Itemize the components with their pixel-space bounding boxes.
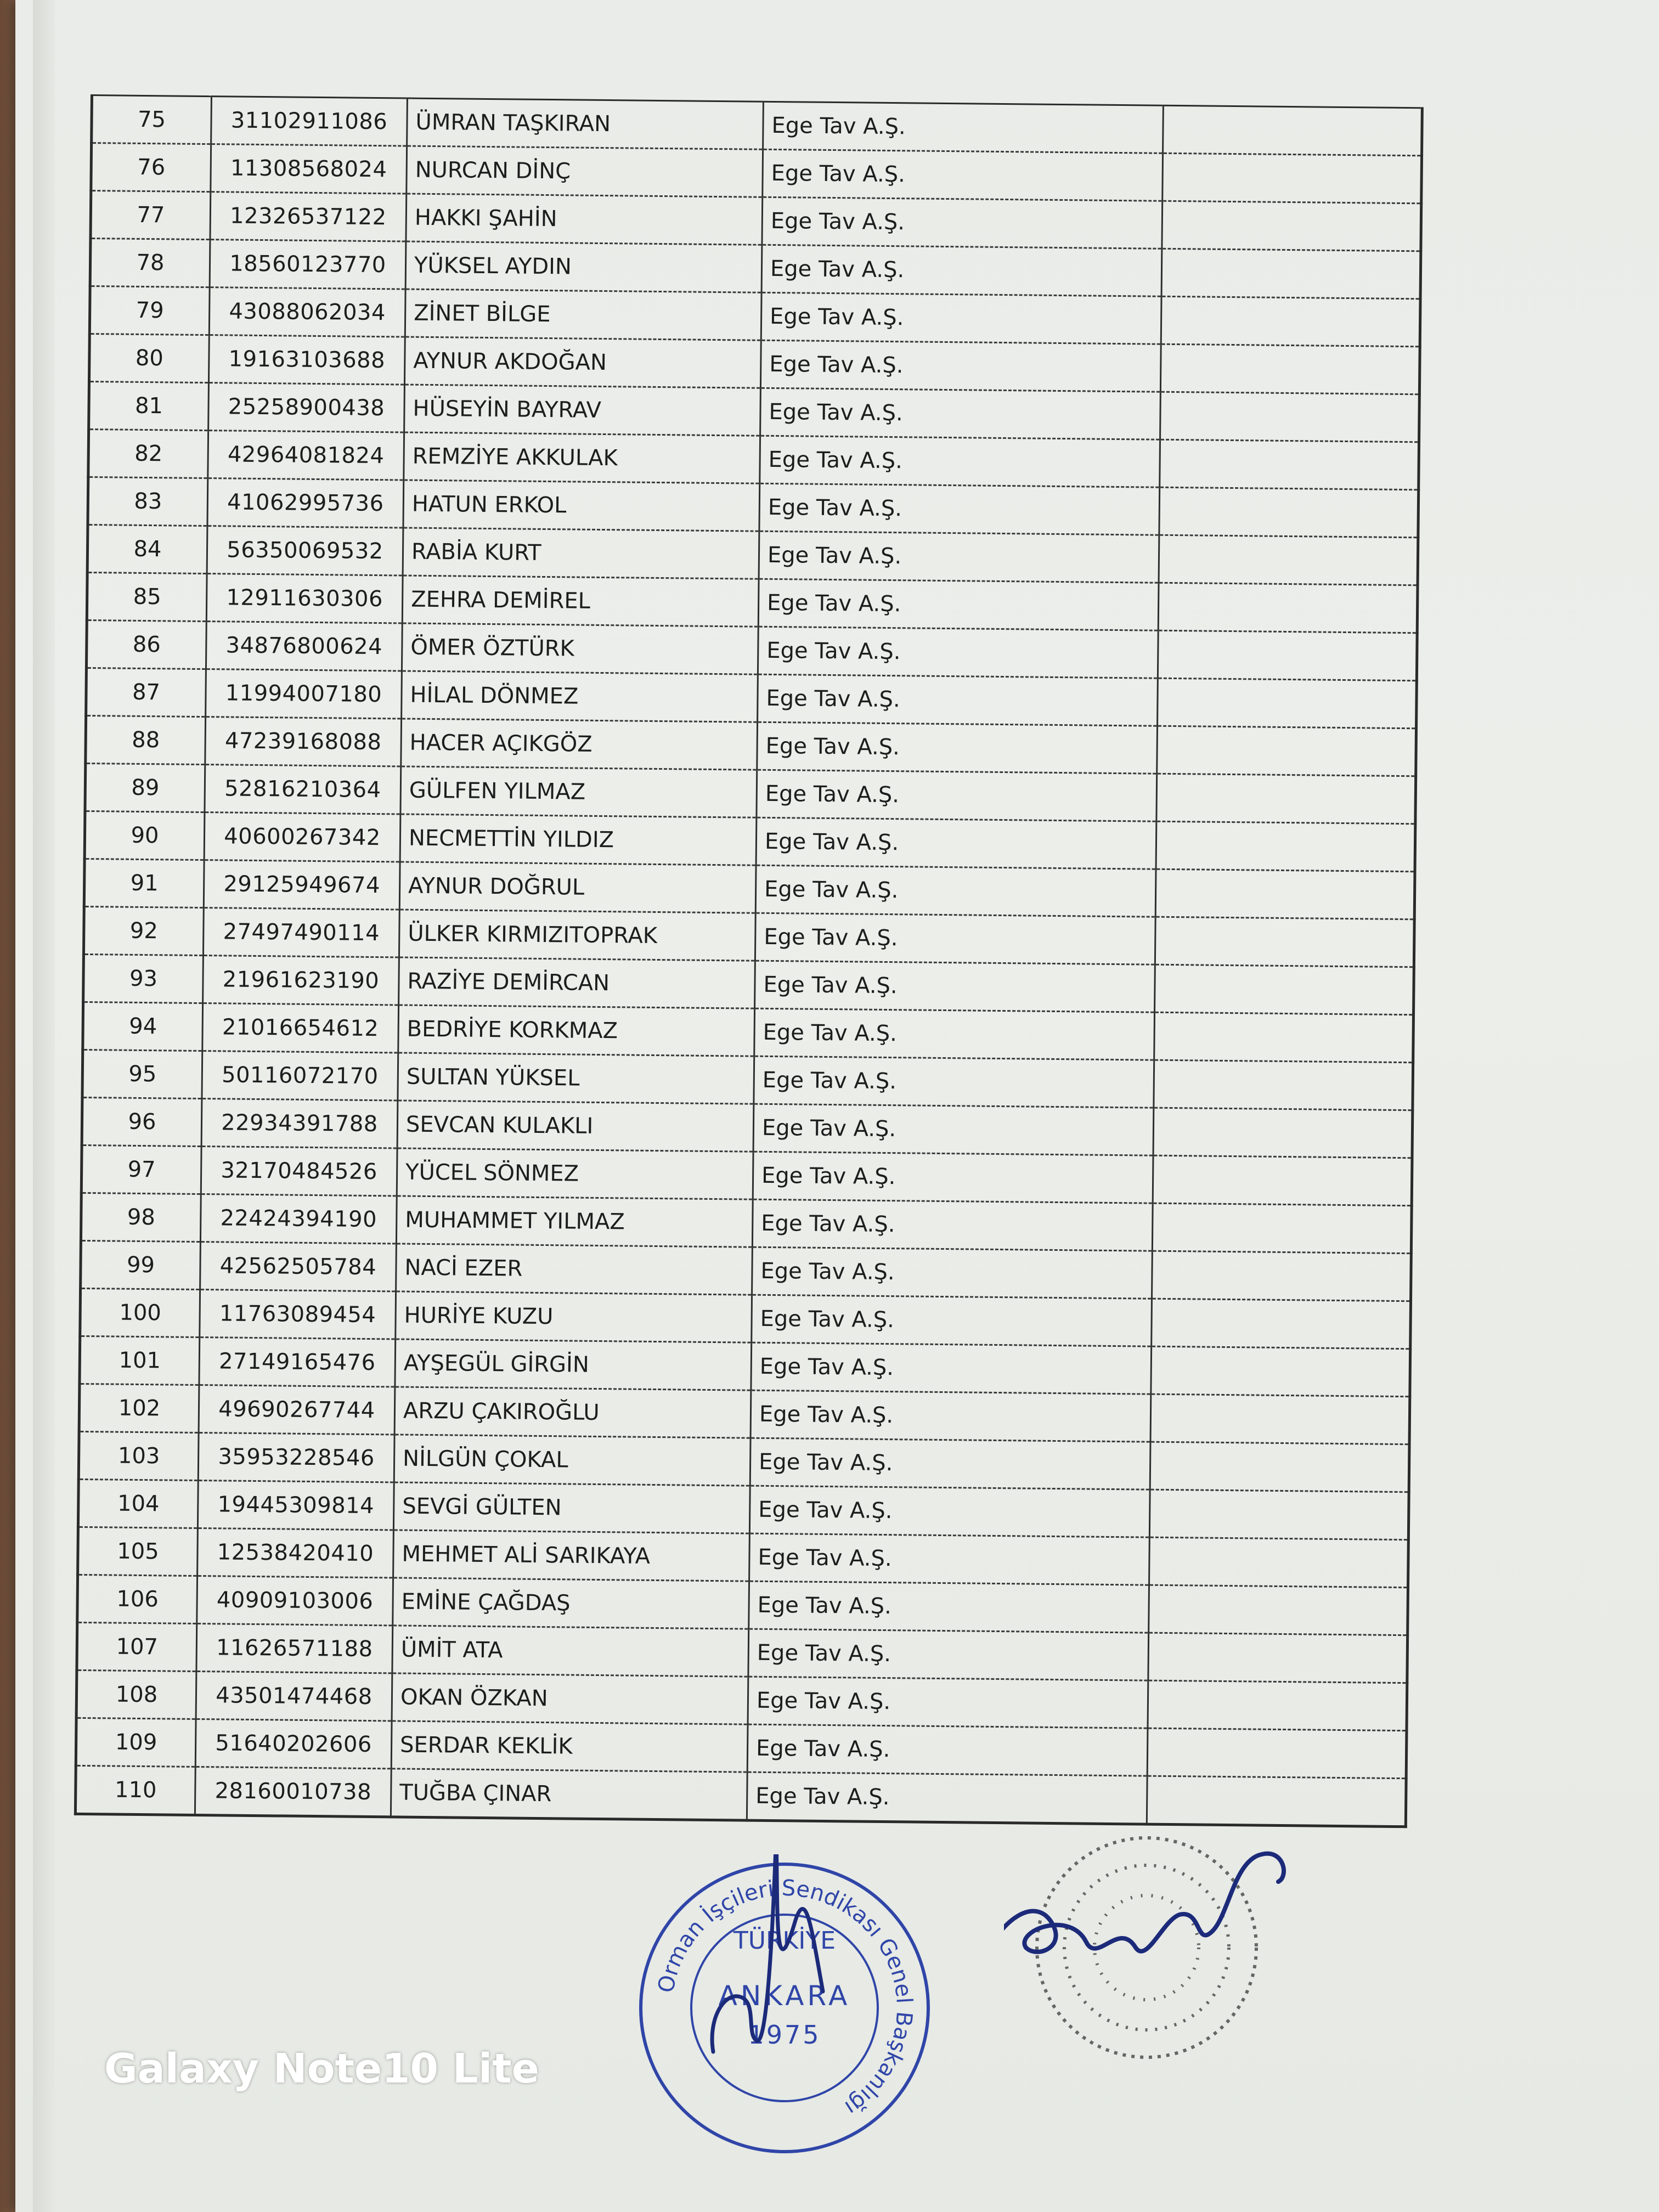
row-number: 88 bbox=[86, 715, 206, 764]
signature-cell bbox=[1158, 583, 1418, 633]
id-number: 11763089454 bbox=[200, 1290, 396, 1339]
signature-cell bbox=[1160, 344, 1420, 394]
id-number: 11308568024 bbox=[211, 144, 407, 194]
row-number: 83 bbox=[88, 477, 208, 526]
row-number: 81 bbox=[89, 381, 209, 430]
id-number: 22424394190 bbox=[200, 1194, 397, 1244]
id-number: 52816210364 bbox=[205, 765, 401, 814]
member-name: SEVGİ GÜLTEN bbox=[393, 1482, 750, 1533]
signature-cell bbox=[1147, 1728, 1407, 1779]
id-number: 32170484526 bbox=[201, 1147, 397, 1196]
id-number: 49690267744 bbox=[199, 1385, 395, 1435]
row-number: 79 bbox=[89, 286, 210, 335]
id-number: 40909103006 bbox=[197, 1576, 393, 1625]
member-table-wrapper bbox=[74, 94, 1424, 1810]
union-seal-stamp bbox=[631, 1854, 938, 2162]
row-number: 109 bbox=[76, 1718, 196, 1767]
company-name: Ege Tav A.Ş. bbox=[749, 1533, 1150, 1585]
row-number: 84 bbox=[87, 524, 207, 573]
member-name: BEDRİYE KORKMAZ bbox=[398, 1005, 755, 1056]
id-number: 12538420410 bbox=[198, 1528, 394, 1577]
id-number: 12326537122 bbox=[210, 192, 407, 241]
company-name: Ege Tav A.Ş. bbox=[758, 674, 1158, 726]
member-name: MUHAMMET YILMAZ bbox=[396, 1196, 753, 1247]
company-name: Ege Tav A.Ş. bbox=[763, 101, 1164, 153]
id-number: 42562505784 bbox=[200, 1242, 397, 1291]
member-name: MEHMET ALİ SARIKAYA bbox=[393, 1530, 750, 1581]
row-number: 89 bbox=[85, 763, 205, 812]
signature-cell bbox=[1161, 249, 1421, 299]
company-name: Ege Tav A.Ş. bbox=[752, 1247, 1153, 1299]
id-number: 12911630306 bbox=[206, 574, 403, 623]
id-number: 56350069532 bbox=[207, 526, 403, 575]
company-name: Ege Tav A.Ş. bbox=[753, 1104, 1154, 1155]
faded-round-stamp bbox=[1004, 1783, 1289, 2068]
id-number: 18560123770 bbox=[210, 240, 406, 289]
row-number: 107 bbox=[77, 1622, 197, 1671]
member-name: SULTAN YÜKSEL bbox=[398, 1053, 754, 1104]
signature-cell bbox=[1158, 630, 1417, 681]
company-name: Ege Tav A.Ş. bbox=[749, 1581, 1149, 1633]
id-number: 27497490114 bbox=[203, 908, 399, 957]
member-name: OKAN ÖZKAN bbox=[392, 1673, 748, 1724]
member-name: ÜMRAN TAŞKIRAN bbox=[407, 98, 764, 149]
row-number: 95 bbox=[82, 1049, 202, 1098]
member-name: SEVCAN KULAKLI bbox=[397, 1101, 754, 1152]
id-number: 11626571188 bbox=[196, 1623, 393, 1673]
company-name: Ege Tav A.Ş. bbox=[754, 1008, 1155, 1060]
id-number: 31102911086 bbox=[211, 97, 408, 146]
company-name: Ege Tav A.Ş. bbox=[761, 292, 1161, 344]
signature-cell bbox=[1152, 1203, 1412, 1254]
row-number: 100 bbox=[80, 1288, 200, 1337]
row-number: 76 bbox=[91, 143, 211, 192]
member-name: RAZİYE DEMİRCAN bbox=[399, 957, 755, 1008]
row-number: 87 bbox=[86, 668, 206, 716]
member-name: GÜLFEN YILMAZ bbox=[400, 766, 757, 817]
company-name: Ege Tav A.Ş. bbox=[750, 1438, 1150, 1489]
company-name: Ege Tav A.Ş. bbox=[755, 865, 1156, 917]
signature-cell bbox=[1157, 726, 1417, 776]
signature-cell bbox=[1156, 821, 1415, 872]
member-name: HURİYE KUZU bbox=[396, 1291, 752, 1342]
signature-cell bbox=[1153, 1155, 1412, 1206]
row-number: 101 bbox=[80, 1336, 200, 1385]
signature-cell bbox=[1155, 917, 1414, 967]
signature-cell bbox=[1150, 1442, 1409, 1492]
row-number: 110 bbox=[75, 1765, 195, 1815]
signature-cell bbox=[1151, 1346, 1410, 1397]
company-name: Ege Tav A.Ş. bbox=[757, 722, 1158, 774]
company-name: Ege Tav A.Ş. bbox=[757, 770, 1157, 821]
id-number: 29125949674 bbox=[204, 860, 400, 910]
id-number: 21961623190 bbox=[203, 956, 399, 1005]
member-name: HACER AÇIKGÖZ bbox=[401, 719, 758, 770]
id-number: 34876800624 bbox=[206, 622, 402, 671]
company-name: Ege Tav A.Ş. bbox=[748, 1677, 1148, 1728]
member-name: AYNUR AKDOĞAN bbox=[404, 337, 761, 388]
company-name: Ege Tav A.Ş. bbox=[761, 245, 1162, 296]
company-name: Ege Tav A.Ş. bbox=[747, 1724, 1148, 1776]
member-name: REMZİYE AKKULAK bbox=[404, 432, 760, 483]
member-name: HAKKI ŞAHİN bbox=[406, 194, 763, 245]
row-number: 80 bbox=[89, 334, 209, 383]
member-name: NACİ EZER bbox=[396, 1244, 753, 1295]
signature-cell bbox=[1163, 105, 1423, 156]
id-number: 35953228546 bbox=[198, 1433, 394, 1482]
seal-city-text: ANKARA bbox=[718, 1980, 851, 2012]
signature-cell bbox=[1150, 1394, 1410, 1444]
signature-cell bbox=[1148, 1680, 1407, 1731]
company-name: Ege Tav A.Ş. bbox=[763, 149, 1163, 201]
member-name: AYNUR DOĞRUL bbox=[399, 862, 756, 913]
company-name: Ege Tav A.Ş. bbox=[752, 1199, 1153, 1251]
row-number: 108 bbox=[76, 1670, 196, 1719]
id-number: 47239168088 bbox=[205, 717, 402, 766]
company-name: Ege Tav A.Ş. bbox=[753, 1152, 1153, 1203]
camera-watermark: Galaxy Note10 Lite bbox=[104, 2045, 539, 2092]
signature-cell bbox=[1162, 201, 1421, 251]
member-name: AYŞEGÜL GİRGİN bbox=[395, 1339, 752, 1390]
signature-cell bbox=[1161, 296, 1420, 347]
signature-cell bbox=[1156, 774, 1416, 824]
seal-year-text: 1975 bbox=[748, 2020, 821, 2050]
signature-cell bbox=[1148, 1633, 1408, 1683]
signature-cell bbox=[1155, 869, 1415, 919]
company-name: Ege Tav A.Ş. bbox=[755, 913, 1155, 964]
company-name: Ege Tav A.Ş. bbox=[758, 579, 1159, 630]
row-number: 77 bbox=[91, 191, 211, 240]
signature-cell bbox=[1155, 964, 1414, 1015]
id-number: 11994007180 bbox=[206, 669, 402, 719]
id-number: 43088062034 bbox=[209, 287, 405, 337]
member-name: YÜKSEL AYDIN bbox=[405, 241, 762, 292]
company-name: Ege Tav A.Ş. bbox=[751, 1342, 1152, 1394]
signature-cell bbox=[1160, 439, 1419, 490]
company-name: Ege Tav A.Ş. bbox=[755, 961, 1155, 1012]
signature-cell bbox=[1149, 1537, 1409, 1588]
member-name: EMİNE ÇAĞDAŞ bbox=[393, 1578, 749, 1629]
company-name: Ege Tav A.Ş. bbox=[754, 1056, 1154, 1108]
company-name: Ege Tav A.Ş. bbox=[760, 340, 1161, 392]
id-number: 19445309814 bbox=[198, 1481, 394, 1530]
id-number: 21016654612 bbox=[202, 1003, 399, 1053]
member-name: HİLAL DÖNMEZ bbox=[402, 671, 758, 722]
id-number: 42964081824 bbox=[208, 431, 404, 480]
member-name: NİLGÜN ÇOKAL bbox=[394, 1435, 751, 1486]
id-number: 28160010738 bbox=[195, 1767, 391, 1816]
company-name: Ege Tav A.Ş. bbox=[751, 1390, 1151, 1442]
member-name: ÜLKER KIRMIZITOPRAK bbox=[399, 910, 755, 961]
id-number: 50116072170 bbox=[202, 1051, 398, 1101]
id-number: 43501474468 bbox=[196, 1671, 392, 1720]
member-name: ZEHRA DEMİREL bbox=[402, 575, 759, 627]
row-number: 104 bbox=[78, 1479, 198, 1528]
signature-cell bbox=[1159, 535, 1418, 585]
signature-cell bbox=[1149, 1489, 1409, 1540]
row-number: 92 bbox=[83, 906, 204, 955]
signature-cell bbox=[1163, 153, 1422, 204]
id-number: 25258900438 bbox=[208, 383, 405, 432]
company-name: Ege Tav A.Ş. bbox=[759, 531, 1159, 583]
signature-cell bbox=[1152, 1299, 1411, 1349]
id-number: 27149165476 bbox=[199, 1338, 396, 1387]
signature-cell bbox=[1160, 392, 1420, 442]
member-name: HÜSEYİN BAYRAV bbox=[404, 385, 761, 436]
row-number: 93 bbox=[83, 954, 204, 1003]
row-number: 105 bbox=[78, 1527, 198, 1576]
signature-cell bbox=[1154, 1060, 1413, 1110]
row-number: 85 bbox=[87, 572, 207, 621]
member-name: NECMETTİN YILDIZ bbox=[400, 814, 757, 865]
row-number: 90 bbox=[84, 811, 205, 860]
id-number: 22934391788 bbox=[201, 1099, 398, 1148]
member-name: SERDAR KEKLİK bbox=[391, 1721, 748, 1772]
row-number: 98 bbox=[81, 1193, 201, 1242]
row-number: 106 bbox=[77, 1575, 198, 1623]
member-table bbox=[74, 94, 1424, 1828]
member-name: YÜCEL SÖNMEZ bbox=[397, 1148, 753, 1199]
company-name: Ege Tav A.Ş. bbox=[756, 817, 1156, 869]
member-table-body bbox=[75, 95, 1422, 1827]
row-number: 99 bbox=[81, 1240, 201, 1289]
company-name: Ege Tav A.Ş. bbox=[748, 1629, 1149, 1680]
seal-country-text: TÜRKİYE bbox=[733, 1927, 836, 1955]
id-number: 41062995736 bbox=[207, 478, 404, 528]
row-number: 102 bbox=[79, 1384, 199, 1432]
member-name: ÜMİT ATA bbox=[392, 1626, 749, 1677]
company-name: Ege Tav A.Ş. bbox=[758, 627, 1158, 678]
row-number: 91 bbox=[84, 859, 204, 907]
signature-cell bbox=[1152, 1251, 1412, 1301]
company-name: Ege Tav A.Ş. bbox=[749, 1486, 1150, 1537]
signature-cell bbox=[1153, 1108, 1413, 1158]
signature-cell bbox=[1154, 1012, 1414, 1063]
member-name: HATUN ERKOL bbox=[403, 480, 760, 531]
member-name: ZİNET BİLGE bbox=[405, 289, 761, 340]
member-name: ÖMER ÖZTÜRK bbox=[402, 623, 758, 674]
signature-cell bbox=[1158, 678, 1417, 729]
handwritten-signature-2 bbox=[1004, 1854, 1284, 1964]
seal-ring-text: Orman İşçileri Sendikası Genel Başkanlığı bbox=[653, 1875, 917, 2121]
member-name: NURCAN DİNÇ bbox=[407, 146, 763, 197]
row-number: 96 bbox=[82, 1097, 202, 1146]
company-name: Ege Tav A.Ş. bbox=[760, 436, 1160, 487]
page-stack-edge bbox=[33, 0, 55, 2212]
id-number: 40600267342 bbox=[204, 812, 400, 862]
member-name: RABİA KURT bbox=[403, 528, 759, 579]
company-name: Ege Tav A.Ş. bbox=[759, 483, 1160, 535]
row-number: 103 bbox=[78, 1431, 199, 1480]
company-name: Ege Tav A.Ş. bbox=[752, 1295, 1152, 1346]
row-number: 78 bbox=[90, 239, 210, 287]
id-number: 19163103688 bbox=[208, 335, 405, 385]
signature-cell bbox=[1149, 1585, 1408, 1635]
row-number: 82 bbox=[88, 429, 208, 478]
member-name: ARZU ÇAKIROĞLU bbox=[394, 1387, 751, 1438]
row-number: 75 bbox=[92, 95, 212, 144]
company-name: Ege Tav A.Ş. bbox=[747, 1772, 1147, 1824]
id-number: 51640202606 bbox=[195, 1719, 392, 1768]
row-number: 94 bbox=[83, 1002, 203, 1051]
company-name: Ege Tav A.Ş. bbox=[760, 388, 1161, 439]
row-number: 97 bbox=[81, 1145, 201, 1194]
member-name: TUĞBA ÇINAR bbox=[391, 1769, 747, 1820]
signature-cell bbox=[1159, 487, 1419, 538]
company-name: Ege Tav A.Ş. bbox=[762, 197, 1163, 249]
row-number: 86 bbox=[86, 620, 206, 669]
